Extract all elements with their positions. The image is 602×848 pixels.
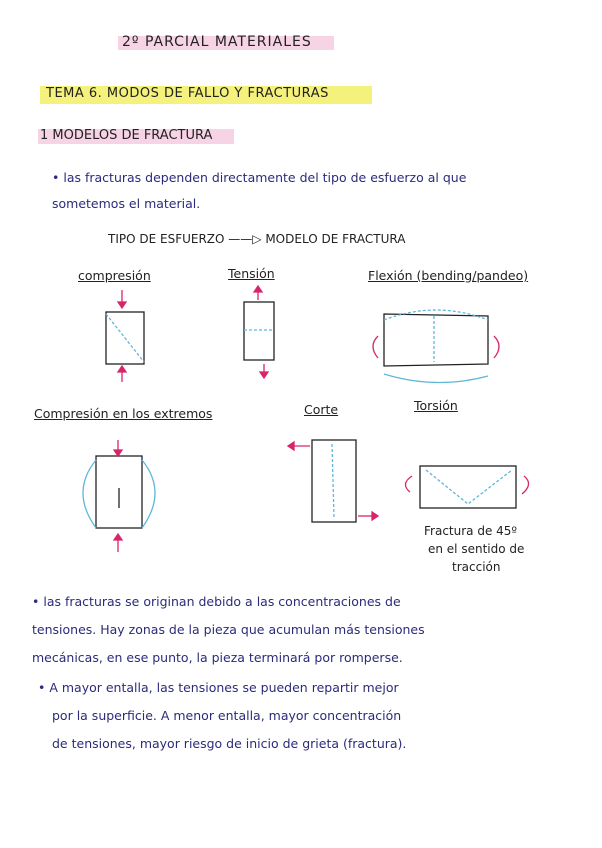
tema-heading: TEMA 6. MODOS DE FALLO Y FRACTURAS	[46, 86, 329, 101]
bullet2-line-3: de tensiones, mayor riesgo de inicio de grieta (fractura).	[52, 736, 407, 751]
intro-line-1: • las fracturas dependen directamente del tipo de esfuerzo al que	[52, 170, 467, 185]
tension-specimen	[244, 302, 274, 360]
label-compresion: compresión	[78, 268, 151, 283]
torsion-note-1: Fractura de 45º	[424, 524, 518, 538]
flexion-moment-right	[494, 336, 499, 358]
section-heading: 1 MODELOS DE FRACTURA	[40, 128, 213, 143]
mapping-text: TIPO DE ESFUERZO ——▷ MODELO DE FRACTURA	[108, 232, 406, 246]
bullet2-line-2: por la superficie. A menor entalla, mayor concentración	[52, 708, 402, 723]
page-title: 2º PARCIAL MATERIALES	[122, 34, 312, 50]
torsion-note-2: en el sentido de	[428, 542, 525, 556]
bullet1-line-2: tensiones. Hay zonas de la pieza que acumulan más tensiones	[32, 622, 425, 637]
flexion-specimen	[384, 314, 488, 366]
compresion-crack	[106, 314, 144, 362]
label-flexion: Flexión (bending/pandeo)	[368, 268, 529, 283]
label-corte: Corte	[304, 402, 339, 417]
label-compresion-extremos: Compresión en los extremos	[34, 406, 213, 421]
label-tension: Tensión	[228, 266, 275, 281]
corte-crack	[332, 444, 334, 518]
bullet1-line-1: • las fracturas se originan debido a las concentraciones de	[32, 594, 401, 609]
intro-line-2: sometemos el material.	[52, 196, 201, 211]
bullet2-line-1: • A mayor entalla, las tensiones se pueden repartir mejor	[38, 680, 399, 695]
torsion-crack	[426, 470, 512, 504]
compresion-extremos-bulge-left	[83, 460, 96, 528]
torsion-note-3: tracción	[452, 560, 501, 574]
torsion-specimen	[420, 466, 516, 508]
flexion-bend-bottom	[384, 374, 488, 383]
torsion-moment-left	[405, 476, 412, 492]
bullet1-line-3: mecánicas, en ese punto, la pieza terminará por romperse.	[32, 650, 403, 665]
torsion-moment-right	[522, 476, 529, 494]
flexion-moment-left	[373, 336, 378, 358]
compresion-extremos-bulge-right	[142, 460, 155, 528]
label-torsion: Torsión	[414, 398, 458, 413]
